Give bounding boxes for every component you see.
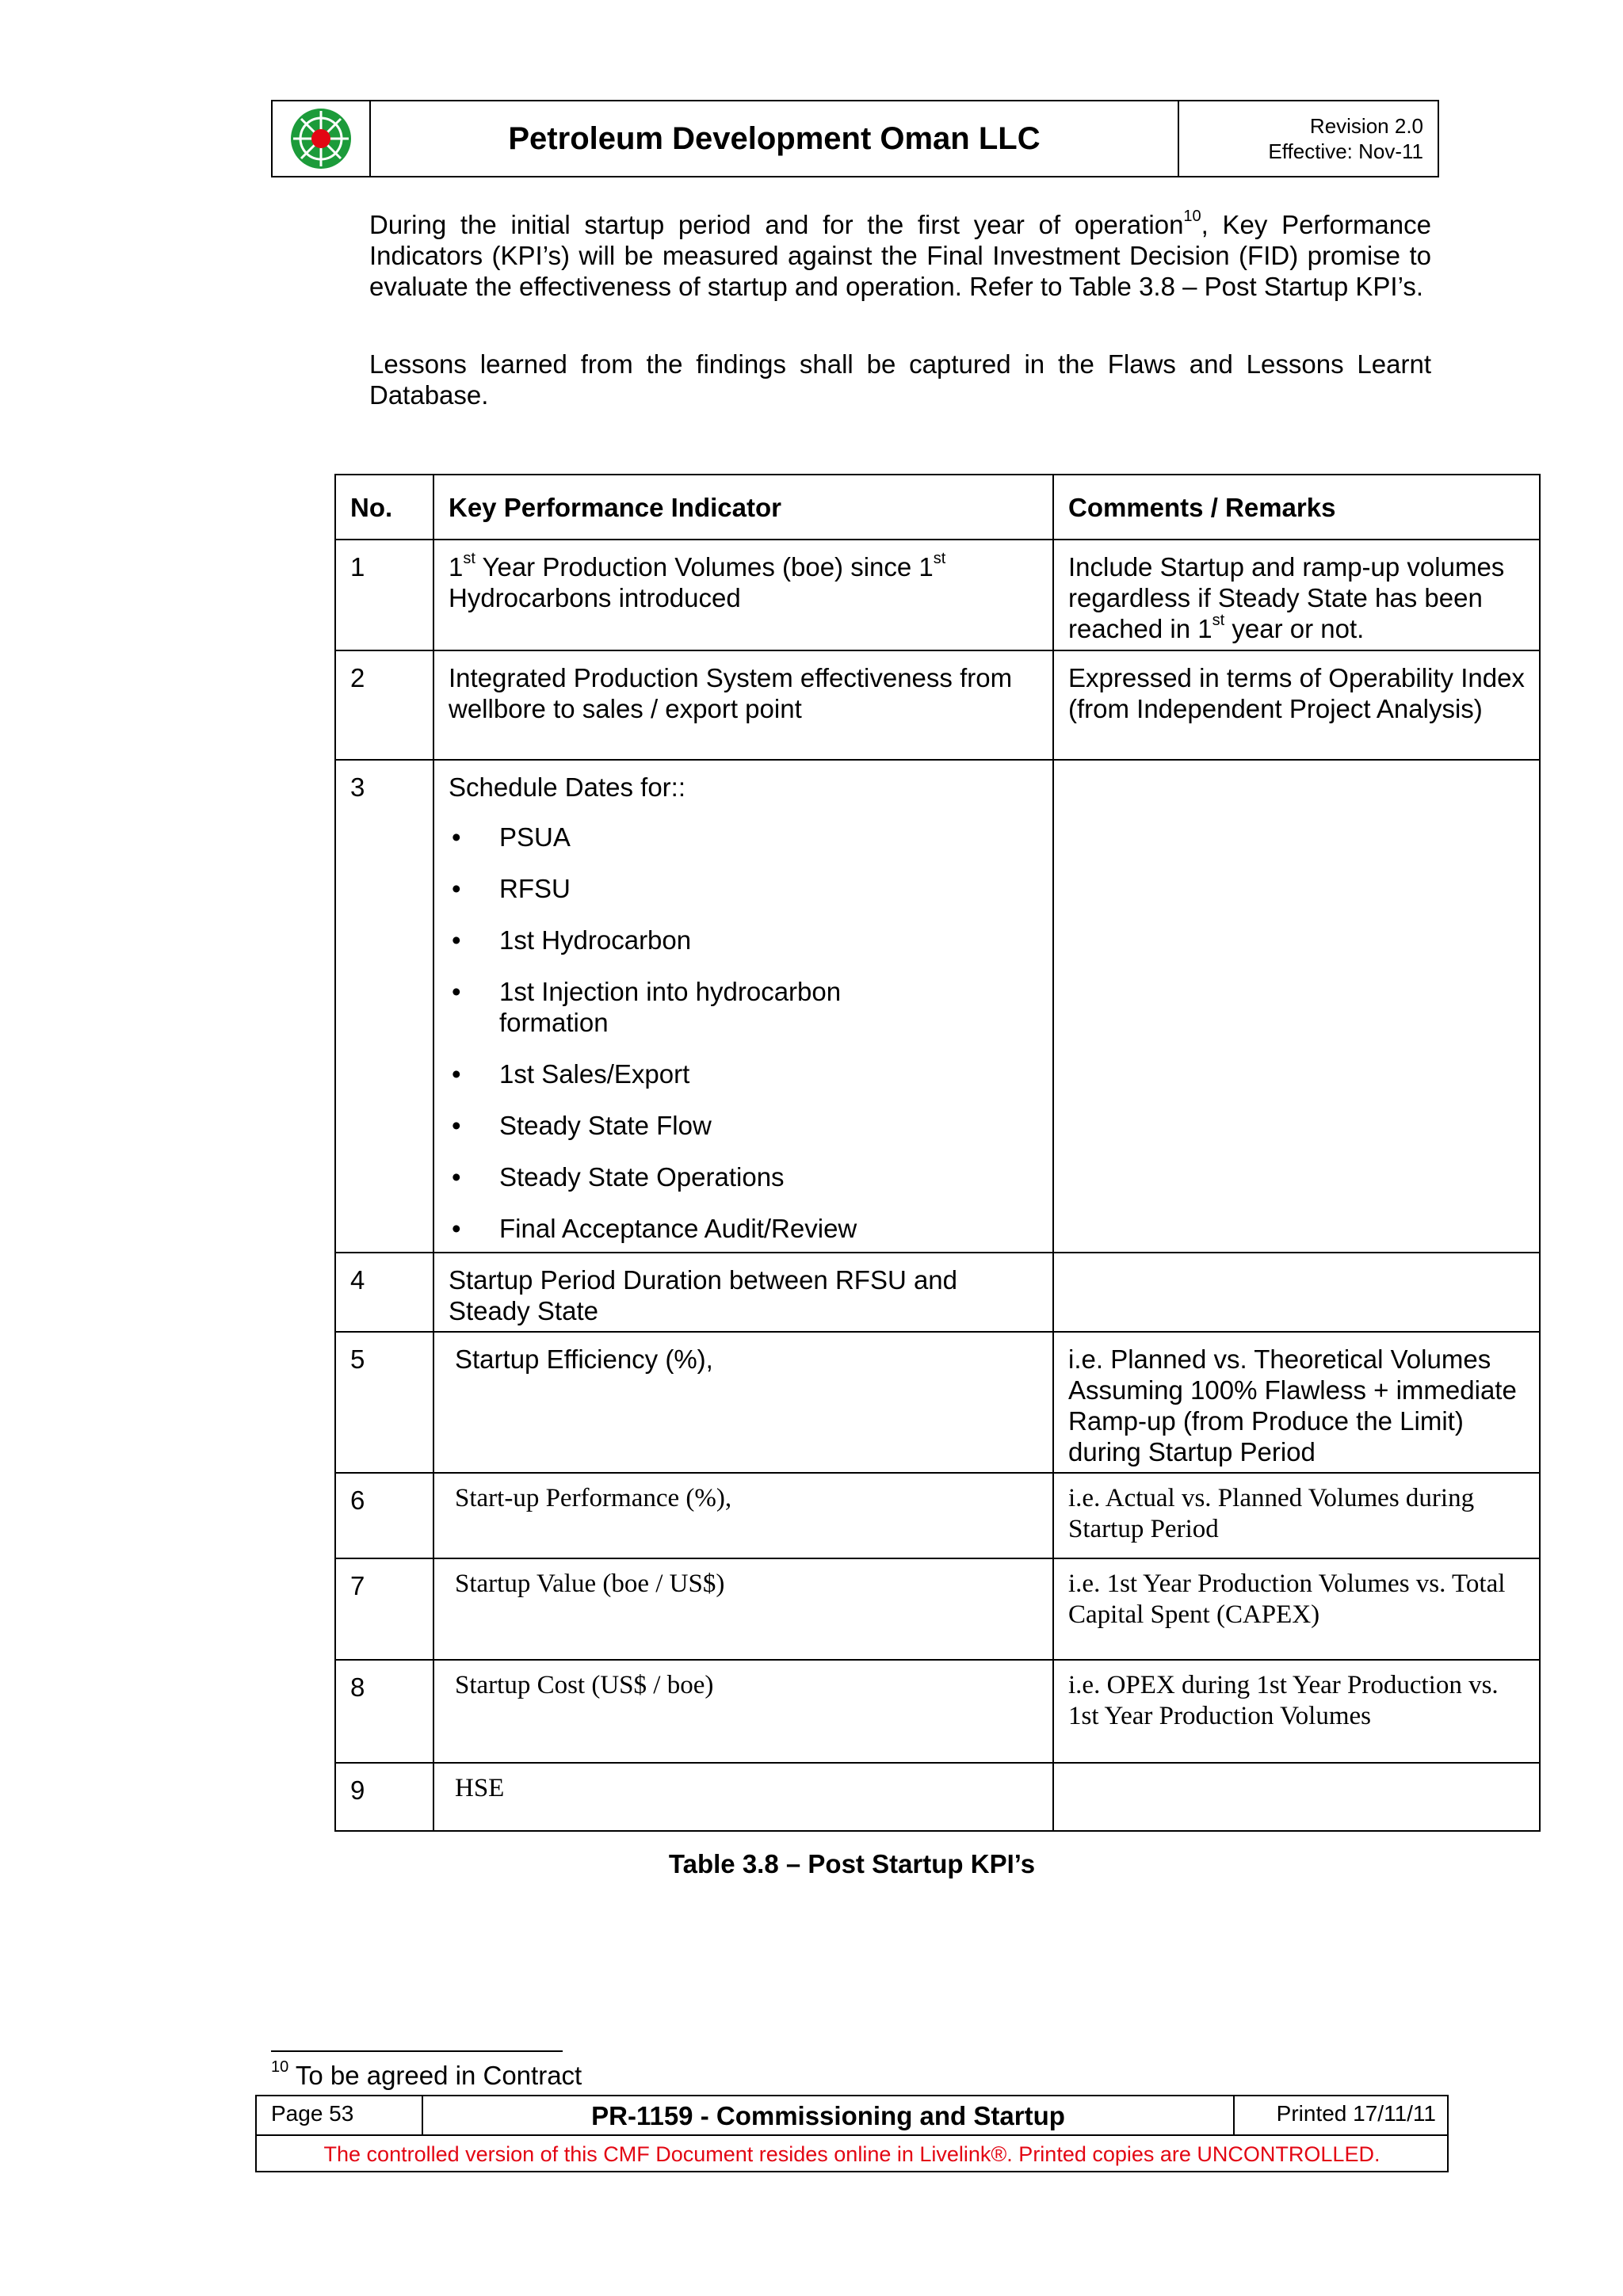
table-row: [335, 540, 1540, 650]
page-number: Page 53: [257, 2096, 423, 2134]
list-item: • Steady State Flow: [499, 1110, 1038, 1141]
list-item: • RFSU: [499, 873, 1038, 904]
column-header-kpi: Key Performance Indicator: [433, 475, 1053, 540]
table-row: [335, 1253, 1540, 1332]
intro-text-start: During the initial startup period and for the first year of operation: [369, 210, 1184, 239]
row-number: 9: [335, 1763, 433, 1831]
kpi-cell: 1st Year Production Volumes (boe) since 1st Hydrocarbons introduced: [433, 540, 1053, 650]
table-header-row: [335, 475, 1540, 540]
remarks-cell: i.e. Planned vs. Theoretical Volumes Assuming 100% Flawless + immediate Ramp-up (from Produce the Limit) during Startup Period: [1053, 1332, 1540, 1473]
list-item: • Final Acceptance Audit/Review: [499, 1213, 1038, 1244]
kpi-cell: Startup Cost (US$ / boe): [433, 1660, 1053, 1763]
revision-block: [1179, 101, 1438, 176]
row-number: 2: [335, 650, 433, 760]
row-number: 3: [335, 760, 433, 1253]
pdo-logo-icon: [288, 106, 353, 171]
table-row: [335, 1763, 1540, 1831]
kpi-table: [334, 474, 1541, 1832]
row-number: 6: [335, 1473, 433, 1558]
list-item: • 1st Hydrocarbon: [499, 925, 1038, 955]
row-number: 8: [335, 1660, 433, 1763]
footnote-text: To be agreed in Contract: [288, 2061, 582, 2090]
intro-paragraph: [369, 209, 1431, 302]
kpi-cell: HSE: [433, 1763, 1053, 1831]
row-number: 7: [335, 1558, 433, 1660]
list-item: • Steady State Operations: [499, 1161, 1038, 1192]
column-header-remarks: Comments / Remarks: [1053, 475, 1540, 540]
kpi-cell: Startup Value (boe / US$): [433, 1558, 1053, 1660]
lessons-paragraph: Lessons learned from the findings shall be captured in the Flaws and Lessons Learnt Database.: [369, 349, 1431, 410]
table-row: [335, 1473, 1540, 1558]
list-item: • 1st Sales/Export: [499, 1058, 1038, 1089]
list-item: • 1st Injection into hydrocarbon formation: [499, 976, 880, 1038]
remarks-cell: i.e. OPEX during 1st Year Production vs. 1st Year Production Volumes: [1053, 1660, 1540, 1763]
document-title: PR-1159 - Commissioning and Startup: [423, 2096, 1235, 2134]
document-header: [271, 100, 1439, 177]
footnote-number: 10: [271, 2058, 289, 2076]
column-header-no: No.: [335, 475, 433, 540]
kpi-cell: Startup Efficiency (%),: [433, 1332, 1053, 1473]
footnote: [271, 2060, 582, 2092]
table-row: [335, 760, 1540, 1253]
table-row: [335, 650, 1540, 760]
effective-date: Effective: Nov-11: [1268, 139, 1423, 163]
kpi-cell: Startup Period Duration between RFSU and Steady State: [433, 1253, 1053, 1332]
kpi-cell: Integrated Production System effectiveness from wellbore to sales / export point: [433, 650, 1053, 760]
table-row: [335, 1558, 1540, 1660]
company-logo-cell: [273, 101, 371, 176]
remarks-cell: [1053, 1763, 1540, 1831]
uncontrolled-notice: The controlled version of this CMF Document resides online in Livelink®. Printed copies are UNCONTROLLED.: [323, 2142, 1381, 2166]
remarks-cell: Expressed in terms of Operability Index (from Independent Project Analysis): [1053, 650, 1540, 760]
remarks-cell: i.e. Actual vs. Planned Volumes during Startup Period: [1053, 1473, 1540, 1558]
printed-date: Printed 17/11/11: [1276, 2101, 1436, 2126]
table-row: [335, 1332, 1540, 1473]
table-row: [335, 1660, 1540, 1763]
document-footer: [255, 2095, 1449, 2172]
list-item: • PSUA: [499, 822, 1038, 852]
company-title: Petroleum Development Oman LLC: [371, 101, 1179, 176]
remarks-cell: i.e. 1st Year Production Volumes vs. Total Capital Spent (CAPEX): [1053, 1558, 1540, 1660]
row-number: 1: [335, 540, 433, 650]
footnote-separator: [271, 2050, 563, 2052]
row-number: 5: [335, 1332, 433, 1473]
remarks-cell: [1053, 760, 1540, 1253]
table-caption: Table 3.8 – Post Startup KPI’s: [668, 1849, 1036, 1878]
kpi-cell: [433, 760, 1053, 1253]
schedule-list: [449, 822, 1038, 1244]
kpi-cell: Start-up Performance (%),: [433, 1473, 1053, 1558]
remarks-cell: Include Startup and ramp-up volumes regardless if Steady State has been reached in 1st year or not.: [1053, 540, 1540, 650]
footer-info-row: [257, 2096, 1447, 2136]
revision-number: Revision 2.0: [1309, 114, 1423, 138]
schedule-heading: Schedule Dates for::: [449, 772, 685, 802]
footnote-reference: 10: [1183, 208, 1201, 225]
row-number: 4: [335, 1253, 433, 1332]
intro-text-end: , Key Performance Indicators (KPI’s) will be measured against the Final Investment Decision (FID) promise to evaluate the effectiveness of startup and operation. Refer to Table 3.8 – Post Startup KPI’s.: [369, 210, 1431, 301]
remarks-cell: [1053, 1253, 1540, 1332]
